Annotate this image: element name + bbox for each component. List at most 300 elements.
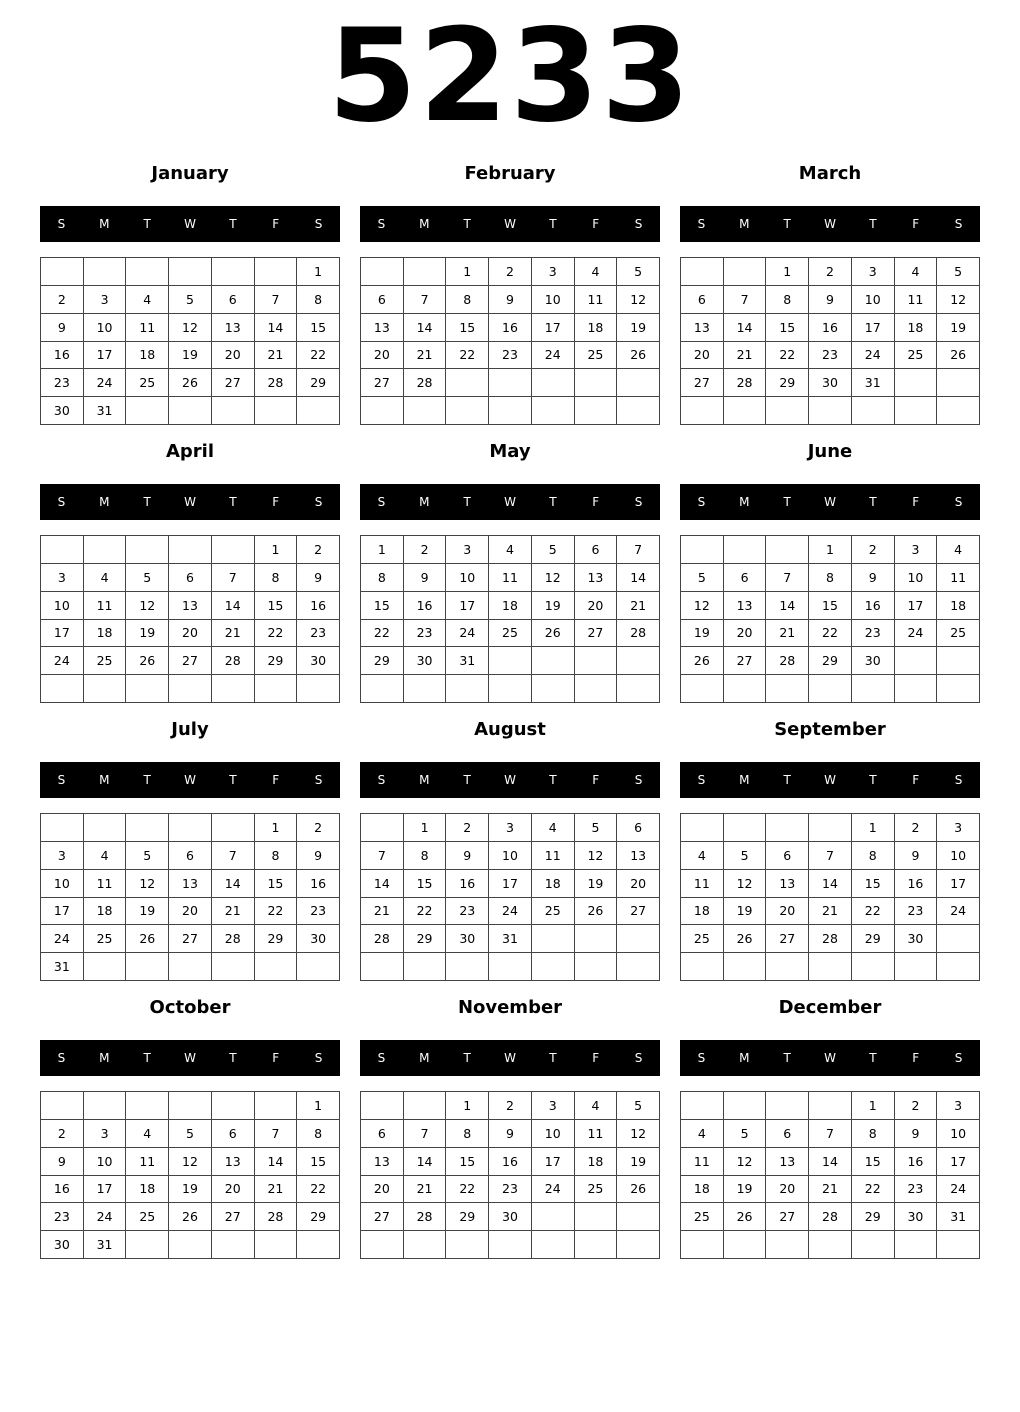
day-cell: 2: [297, 536, 340, 564]
day-cell: 9: [404, 564, 447, 592]
weekday-label: F: [592, 495, 600, 509]
day-cell: 25: [84, 647, 127, 675]
day-cell: 24: [532, 1176, 575, 1204]
day-cell: 22: [852, 1176, 895, 1204]
day-cell: 1: [297, 258, 340, 286]
day-cell: 22: [255, 620, 298, 648]
day-cell: [681, 953, 724, 981]
day-cell: 6: [575, 536, 618, 564]
day-cell: [617, 647, 660, 675]
day-cell: [852, 953, 895, 981]
weekday-label: S: [697, 773, 706, 787]
day-cell: 28: [255, 1203, 298, 1231]
day-cell: 28: [361, 925, 404, 953]
weekday-label: T: [229, 773, 237, 787]
day-cell: [361, 1231, 404, 1259]
weekday-label: W: [184, 217, 196, 231]
day-cell: [809, 1092, 852, 1120]
day-cell: 5: [575, 814, 618, 842]
day-cell: [724, 258, 767, 286]
month-april: [40, 438, 340, 703]
weekday-label: T: [229, 1051, 237, 1065]
day-cell: [489, 369, 532, 397]
day-cell: 1: [255, 536, 298, 564]
day-cell: [809, 1231, 852, 1259]
day-cell: [255, 397, 298, 425]
day-cell: [212, 1092, 255, 1120]
day-cell: 14: [724, 314, 767, 342]
day-cell: 16: [297, 592, 340, 620]
day-cell: 17: [41, 898, 84, 926]
day-cell: 21: [724, 342, 767, 370]
day-cell: 8: [852, 1120, 895, 1148]
day-cell: 11: [575, 286, 618, 314]
day-cell: [617, 953, 660, 981]
day-cell: 8: [766, 286, 809, 314]
day-cell: [681, 397, 724, 425]
day-cell: 5: [126, 842, 169, 870]
day-cell: 1: [446, 1092, 489, 1120]
day-cell: [169, 1092, 212, 1120]
day-cell: 28: [766, 647, 809, 675]
weekday-label: S: [377, 773, 386, 787]
day-cell: 9: [852, 564, 895, 592]
day-cell: 27: [212, 1203, 255, 1231]
weekday-header: [40, 484, 340, 520]
day-cell: 1: [446, 258, 489, 286]
day-cell: [169, 675, 212, 703]
day-cell: 8: [809, 564, 852, 592]
day-cell: 15: [255, 870, 298, 898]
day-cell: 3: [532, 258, 575, 286]
day-cell: [532, 1231, 575, 1259]
day-cell: [937, 953, 980, 981]
day-cell: 27: [169, 925, 212, 953]
day-cell: 25: [681, 925, 724, 953]
day-cell: 28: [212, 925, 255, 953]
weekday-label: S: [314, 495, 323, 509]
day-cell: 7: [212, 842, 255, 870]
weekday-label: M: [419, 773, 430, 787]
day-cell: [297, 675, 340, 703]
day-cell: 15: [446, 1148, 489, 1176]
day-cell: 20: [724, 620, 767, 648]
weekday-label: M: [99, 773, 110, 787]
day-grid: [680, 257, 980, 425]
day-cell: 19: [532, 592, 575, 620]
day-cell: 18: [575, 314, 618, 342]
day-cell: [361, 1092, 404, 1120]
day-cell: 24: [895, 620, 938, 648]
day-cell: 23: [446, 898, 489, 926]
day-cell: 6: [766, 842, 809, 870]
day-cell: 24: [532, 342, 575, 370]
day-cell: 7: [212, 564, 255, 592]
day-cell: 11: [126, 1148, 169, 1176]
day-cell: [126, 258, 169, 286]
month-july: [40, 716, 340, 981]
day-cell: [361, 675, 404, 703]
day-cell: 11: [532, 842, 575, 870]
weekday-label: S: [954, 495, 963, 509]
day-cell: [41, 1092, 84, 1120]
day-cell: 13: [617, 842, 660, 870]
day-cell: 21: [617, 592, 660, 620]
day-cell: [532, 397, 575, 425]
day-cell: [126, 1231, 169, 1259]
day-cell: 13: [169, 870, 212, 898]
day-cell: 31: [937, 1203, 980, 1231]
day-cell: 8: [852, 842, 895, 870]
day-cell: [617, 369, 660, 397]
weekday-label: S: [954, 217, 963, 231]
day-cell: [681, 258, 724, 286]
day-cell: 18: [126, 342, 169, 370]
day-cell: 30: [297, 647, 340, 675]
day-cell: [681, 1231, 724, 1259]
day-cell: [126, 953, 169, 981]
day-cell: 6: [766, 1120, 809, 1148]
day-cell: [724, 1231, 767, 1259]
day-cell: 16: [489, 314, 532, 342]
day-cell: 24: [852, 342, 895, 370]
day-grid: [680, 813, 980, 981]
weekday-label: M: [99, 1051, 110, 1065]
month-name: August: [474, 719, 546, 740]
day-cell: [724, 675, 767, 703]
day-cell: 2: [895, 814, 938, 842]
day-cell: [489, 953, 532, 981]
day-cell: 27: [361, 1203, 404, 1231]
weekday-label: T: [783, 217, 791, 231]
day-cell: [681, 675, 724, 703]
day-cell: 21: [404, 1176, 447, 1204]
day-cell: 8: [404, 842, 447, 870]
day-cell: [575, 925, 618, 953]
day-cell: 29: [852, 925, 895, 953]
day-cell: 10: [937, 842, 980, 870]
day-cell: [446, 369, 489, 397]
day-cell: 20: [212, 1176, 255, 1204]
day-cell: 13: [212, 314, 255, 342]
day-cell: 14: [404, 314, 447, 342]
day-cell: [575, 1231, 618, 1259]
weekday-label: F: [592, 1051, 600, 1065]
day-cell: 10: [41, 870, 84, 898]
day-grid: [40, 813, 340, 981]
day-cell: [361, 258, 404, 286]
weekday-label: W: [184, 495, 196, 509]
day-cell: [255, 675, 298, 703]
day-cell: [84, 1092, 127, 1120]
day-cell: 29: [852, 1203, 895, 1231]
day-cell: 5: [532, 536, 575, 564]
day-cell: [809, 814, 852, 842]
day-cell: 18: [126, 1176, 169, 1204]
day-cell: 7: [255, 286, 298, 314]
day-cell: 10: [895, 564, 938, 592]
day-cell: 1: [766, 258, 809, 286]
day-cell: 18: [681, 1176, 724, 1204]
weekday-label: F: [912, 495, 920, 509]
day-cell: [937, 369, 980, 397]
day-cell: 12: [575, 842, 618, 870]
day-cell: 24: [41, 647, 84, 675]
day-cell: 23: [489, 342, 532, 370]
day-cell: 5: [937, 258, 980, 286]
day-cell: 25: [84, 925, 127, 953]
weekday-label: M: [419, 495, 430, 509]
month-name: February: [464, 163, 556, 184]
day-cell: 7: [724, 286, 767, 314]
day-cell: 19: [937, 314, 980, 342]
day-cell: [809, 675, 852, 703]
day-cell: 27: [681, 369, 724, 397]
day-cell: 10: [84, 1148, 127, 1176]
day-cell: 22: [297, 1176, 340, 1204]
weekday-label: F: [592, 217, 600, 231]
day-cell: [126, 675, 169, 703]
day-cell: [212, 953, 255, 981]
day-cell: [532, 925, 575, 953]
day-cell: 28: [724, 369, 767, 397]
weekday-label: W: [504, 495, 516, 509]
day-cell: [126, 536, 169, 564]
day-cell: 3: [446, 536, 489, 564]
day-cell: 5: [169, 286, 212, 314]
day-cell: 29: [446, 1203, 489, 1231]
day-cell: 30: [41, 1231, 84, 1259]
day-cell: 26: [126, 647, 169, 675]
day-cell: [255, 1092, 298, 1120]
weekday-label: S: [634, 495, 643, 509]
day-cell: [852, 675, 895, 703]
day-cell: [255, 953, 298, 981]
weekday-label: T: [783, 1051, 791, 1065]
day-cell: 13: [766, 1148, 809, 1176]
weekday-label: S: [57, 217, 66, 231]
day-cell: 10: [532, 1120, 575, 1148]
day-cell: 7: [255, 1120, 298, 1148]
day-cell: 22: [446, 342, 489, 370]
day-cell: [681, 536, 724, 564]
day-cell: 8: [297, 1120, 340, 1148]
day-cell: [532, 1203, 575, 1231]
day-cell: 31: [489, 925, 532, 953]
day-cell: 26: [169, 1203, 212, 1231]
day-cell: 9: [895, 842, 938, 870]
day-cell: [766, 397, 809, 425]
day-cell: 20: [212, 342, 255, 370]
day-cell: [937, 397, 980, 425]
weekday-label: W: [184, 773, 196, 787]
day-cell: 5: [681, 564, 724, 592]
day-cell: 16: [895, 870, 938, 898]
day-cell: 11: [681, 1148, 724, 1176]
day-cell: 4: [532, 814, 575, 842]
day-cell: 26: [169, 369, 212, 397]
weekday-label: T: [783, 773, 791, 787]
day-cell: 23: [41, 1203, 84, 1231]
day-cell: 12: [169, 1148, 212, 1176]
weekday-header: [360, 762, 660, 798]
day-cell: 21: [255, 1176, 298, 1204]
weekday-label: W: [504, 773, 516, 787]
day-cell: 23: [895, 898, 938, 926]
day-cell: 22: [404, 898, 447, 926]
day-cell: [297, 953, 340, 981]
weekday-label: F: [272, 1051, 280, 1065]
day-cell: 20: [169, 898, 212, 926]
day-cell: 31: [41, 953, 84, 981]
day-cell: 15: [297, 1148, 340, 1176]
day-cell: 24: [937, 1176, 980, 1204]
day-cell: 9: [489, 1120, 532, 1148]
day-cell: 13: [724, 592, 767, 620]
day-cell: 4: [681, 1120, 724, 1148]
weekday-label: T: [869, 773, 877, 787]
day-cell: 23: [404, 620, 447, 648]
day-cell: 26: [724, 1203, 767, 1231]
day-cell: 27: [212, 369, 255, 397]
day-cell: 16: [297, 870, 340, 898]
day-cell: 21: [255, 342, 298, 370]
day-cell: [575, 369, 618, 397]
day-cell: [84, 814, 127, 842]
day-cell: 30: [41, 397, 84, 425]
day-cell: 19: [617, 314, 660, 342]
day-cell: 30: [446, 925, 489, 953]
day-cell: 1: [809, 536, 852, 564]
day-cell: 6: [361, 1120, 404, 1148]
day-cell: 12: [617, 286, 660, 314]
day-cell: [532, 647, 575, 675]
day-cell: 4: [937, 536, 980, 564]
weekday-header: [360, 206, 660, 242]
day-cell: 22: [766, 342, 809, 370]
month-february: [360, 160, 660, 425]
weekday-label: M: [99, 217, 110, 231]
day-cell: 26: [575, 898, 618, 926]
day-cell: [404, 953, 447, 981]
weekday-label: S: [57, 1051, 66, 1065]
day-cell: 29: [404, 925, 447, 953]
day-cell: [169, 536, 212, 564]
month-december: [680, 994, 980, 1259]
day-cell: 15: [297, 314, 340, 342]
day-cell: [212, 675, 255, 703]
day-cell: 12: [681, 592, 724, 620]
day-cell: 26: [126, 925, 169, 953]
day-cell: [404, 397, 447, 425]
day-cell: 12: [617, 1120, 660, 1148]
day-cell: 20: [169, 620, 212, 648]
month-name: October: [149, 997, 231, 1018]
day-cell: 27: [575, 620, 618, 648]
day-cell: 14: [255, 314, 298, 342]
weekday-label: F: [912, 217, 920, 231]
day-cell: 15: [446, 314, 489, 342]
day-cell: [809, 397, 852, 425]
weekday-label: T: [143, 773, 151, 787]
day-cell: 18: [532, 870, 575, 898]
day-cell: 1: [255, 814, 298, 842]
day-cell: 4: [895, 258, 938, 286]
day-cell: 7: [766, 564, 809, 592]
day-cell: 3: [937, 1092, 980, 1120]
weekday-label: T: [549, 1051, 557, 1065]
day-cell: 4: [126, 286, 169, 314]
day-cell: 16: [852, 592, 895, 620]
day-cell: 22: [809, 620, 852, 648]
day-cell: 22: [255, 898, 298, 926]
weekday-label: W: [824, 773, 836, 787]
day-grid: [680, 535, 980, 703]
day-cell: 8: [255, 564, 298, 592]
day-cell: 30: [895, 1203, 938, 1231]
day-cell: 25: [895, 342, 938, 370]
day-cell: [489, 675, 532, 703]
day-cell: 14: [809, 870, 852, 898]
day-cell: 11: [126, 314, 169, 342]
day-cell: 30: [809, 369, 852, 397]
day-cell: 1: [852, 1092, 895, 1120]
day-cell: [41, 536, 84, 564]
day-cell: 4: [681, 842, 724, 870]
day-cell: 2: [852, 536, 895, 564]
day-cell: 14: [809, 1148, 852, 1176]
day-cell: 31: [84, 397, 127, 425]
day-cell: [937, 647, 980, 675]
day-cell: [617, 1231, 660, 1259]
day-cell: [169, 1231, 212, 1259]
day-cell: 4: [126, 1120, 169, 1148]
day-cell: 18: [895, 314, 938, 342]
month-august: [360, 716, 660, 981]
day-cell: 7: [404, 286, 447, 314]
day-cell: 2: [297, 814, 340, 842]
day-cell: 25: [937, 620, 980, 648]
day-cell: 14: [404, 1148, 447, 1176]
day-cell: 1: [297, 1092, 340, 1120]
day-cell: 20: [766, 1176, 809, 1204]
day-cell: 8: [255, 842, 298, 870]
day-cell: 11: [937, 564, 980, 592]
weekday-label: S: [634, 217, 643, 231]
day-cell: 14: [361, 870, 404, 898]
day-cell: [937, 1231, 980, 1259]
day-cell: 17: [84, 342, 127, 370]
day-cell: 28: [809, 1203, 852, 1231]
day-cell: [41, 675, 84, 703]
day-cell: [169, 953, 212, 981]
weekday-label: T: [783, 495, 791, 509]
day-cell: 19: [724, 898, 767, 926]
day-cell: 1: [361, 536, 404, 564]
day-cell: 6: [617, 814, 660, 842]
day-cell: 8: [361, 564, 404, 592]
day-cell: 15: [255, 592, 298, 620]
day-cell: [766, 536, 809, 564]
day-cell: 2: [41, 1120, 84, 1148]
day-cell: 17: [41, 620, 84, 648]
weekday-label: T: [143, 1051, 151, 1065]
day-cell: [446, 675, 489, 703]
day-cell: [404, 1231, 447, 1259]
day-cell: 17: [446, 592, 489, 620]
day-cell: 18: [489, 592, 532, 620]
day-cell: 10: [84, 314, 127, 342]
